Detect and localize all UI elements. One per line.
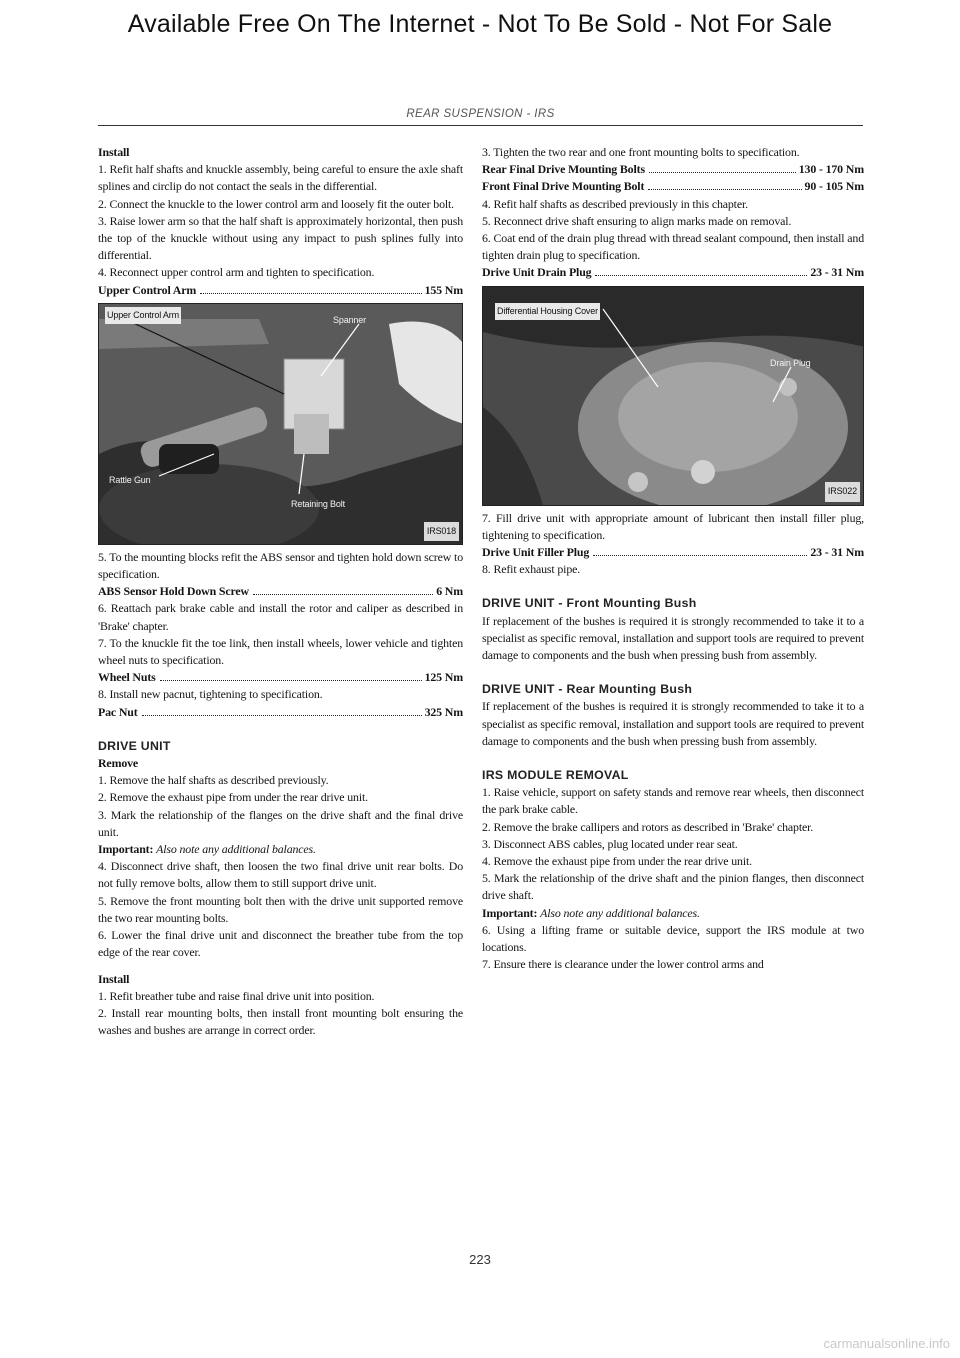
rear-mount-text: If replacement of the bushes is required it is strongly recommended to take it to a specialist as specific removal, installation and support tools are required to prevent damage to components and the bush when pressing bush from assembly. [482,699,864,748]
spec-value: 23 - 31 Nm [810,545,864,560]
right-column [482,144,864,974]
spec-value: 155 Nm [424,282,463,297]
spec-label: Upper Control Arm [98,282,197,297]
step-6-drain-plug: 6. Coat end of the drain plug thread with thread sealant compound, then install and tighten drain plug to specification. [482,231,864,263]
spec-label: Drive Unit Filler Plug [482,545,590,560]
photo-label-upper-control-arm: Upper Control Arm [105,307,181,324]
irs-step-5: 5. Mark the relationship of the drive shaft and the pinion flanges, then disconnect drive shaft. [482,871,864,903]
spec-value: 90 - 105 Nm [804,179,864,194]
important-text: Also note any additional balances. [540,905,700,920]
step-3-tighten: 3. Tighten the two rear and one front mounting bolts to specification. [482,145,800,159]
irs-important-note [482,905,864,922]
front-mount-text: If replacement of the bushes is required it is strongly recommended to take it to a specialist as specific removal, installation and support tools are required to prevent damage to components and the bush when pressing bush from assembly. [482,613,864,663]
photo-differential-cover [482,286,864,506]
photo-label-drain-plug: Drain Plug [770,357,811,368]
spec-label: ABS Sensor Hold Down Screw [98,584,249,599]
step-7-fill: 7. Fill drive unit with appropriate amount of lubricant then install filler plug, tightening to specification. [482,510,864,542]
photo-label-spanner: Spanner [333,314,366,325]
step-4-half-shafts: 4. Refit half shafts as described previously in this chapter. [482,196,748,211]
photo-label-rattle-gun: Rattle Gun [109,474,151,485]
spec-value: 6 Nm [436,584,463,599]
spec-value: 23 - 31 Nm [810,265,864,280]
banner-notice: Available Free On The Internet - Not To Be Sold - Not For Sale [127,10,833,38]
spec-value: 125 Nm [424,670,463,685]
spec-drain-plug [482,264,864,281]
front-mount-heading: DRIVE UNIT - Front Mounting Bush [482,596,697,611]
install2-heading: Install [98,971,130,986]
spec-label: Wheel Nuts [98,670,156,685]
rear-mount-heading: DRIVE UNIT - Rear Mounting Bush [482,682,693,697]
install-heading: Install [98,145,130,159]
spec-upper-control-arm [98,282,463,299]
remove-step-6: 6. Lower the final drive unit and disconnect the breather tube from the top edge of the rear cover. [98,928,463,960]
step-5-drive-shaft: 5. Reconnect drive shaft ensuring to align marks made on removal. [482,213,792,228]
photo-code: IRS018 [424,522,459,541]
install2-step-1: 1. Refit breather tube and raise final drive unit into position. [98,988,375,1003]
step-6-park-brake: 6. Reattach park brake cable and install the rotor and caliper as described in 'Brake' chapter. [98,601,463,633]
irs-step-1: 1. Raise vehicle, support on safety stands and remove rear wheels, then disconnect the park brake cable. [482,785,864,817]
important-label: Important: [98,842,154,857]
page-number: 223 [469,1252,491,1267]
spec-value: 130 - 170 Nm [798,162,864,177]
remove-heading: Remove [98,756,139,771]
irs-removal-heading: IRS MODULE REMOVAL [482,768,629,783]
irs-step-2: 2. Remove the brake callipers and rotors as described in 'Brake' chapter. [482,819,814,834]
install-step-4: 4. Reconnect upper control arm and tighten to specification. [98,265,375,280]
install-step-2: 2. Connect the knuckle to the lower control arm and loosely fit the outer bolt. [98,196,455,211]
running-head: REAR SUSPENSION - IRS [406,108,555,120]
step-5-abs: 5. To the mounting blocks refit the ABS sensor and tighten hold down screw to specification. [98,549,463,582]
install-step-3: 3. Raise lower arm so that the half shaft is approximately horizontal, then push the top of the knuckle without using any impact to push splines fully into differential. [98,213,463,263]
remove-step-3: 3. Mark the relationship of the flanges on the drive shaft and the final drive unit. [98,807,463,839]
irs-step-6: 6. Using a lifting frame or suitable device, support the IRS module at two locations. [482,922,864,955]
spec-value: 325 Nm [424,704,463,719]
important-note [98,841,463,858]
step-7-toe-link: 7. To the knuckle fit the toe link, then install wheels, lower vehicle and tighten wheel nuts to specification. [98,635,463,668]
photo-code: IRS022 [825,482,860,501]
remove-step-2: 2. Remove the exhaust pipe from under the rear drive unit. [98,790,368,805]
spec-wheel-nuts [98,669,463,686]
step-8-exhaust: 8. Refit exhaust pipe. [482,562,581,577]
install2-step-2: 2. Install rear mounting bolts, then install front mounting bolt ensuring the washes and bushes are arrange in correct order. [98,1005,463,1038]
spec-abs-screw [98,583,463,600]
irs-step-4: 4. Remove the exhaust pipe from under the rear drive unit. [482,854,752,869]
spec-label: Pac Nut [98,704,138,719]
important-text: Also note any additional balances. [156,842,316,857]
photo-upper-control-arm [98,303,463,545]
photo-label-differential-cover: Differential Housing Cover [495,303,600,320]
irs-step-7: 7. Ensure there is clearance under the lower control arms and [482,957,764,972]
remove-step-5: 5. Remove the front mounting bolt then with the drive unit supported remove the two rear mounting bolts. [98,893,463,925]
photo-label-retaining-bolt: Retaining Bolt [291,498,345,509]
spec-filler-plug [482,544,864,561]
drive-unit-heading: DRIVE UNIT [98,738,171,753]
remove-step-4: 4. Disconnect drive shaft, then loosen the two final drive unit rear bolts. Do not fully remove bolts, allow them to still support drive unit. [98,859,463,891]
spec-label: Rear Final Drive Mounting Bolts [482,162,645,177]
site-watermark: carmanualsonline.info [823,1336,950,1351]
step-8-pacnut: 8. Install new pacnut, tightening to specification. [98,687,323,702]
spec-label: Front Final Drive Mounting Bolt [482,179,645,194]
install-step-1: 1. Refit half shafts and knuckle assembly, being careful to ensure the axle shaft splines and circlip do not contact the seals in the differential. [98,162,463,194]
left-column [98,144,463,1039]
spec-rear-final-drive [482,161,864,178]
important-label: Important: [482,905,538,920]
spec-pac-nut [98,704,463,721]
spec-front-final-drive [482,178,864,195]
irs-step-3: 3. Disconnect ABS cables, plug located under rear seat. [482,836,738,851]
photo-illustration [99,304,463,544]
remove-step-1: 1. Remove the half shafts as described previously. [98,773,329,788]
header-rule [98,125,863,126]
spec-label: Drive Unit Drain Plug [482,265,592,280]
